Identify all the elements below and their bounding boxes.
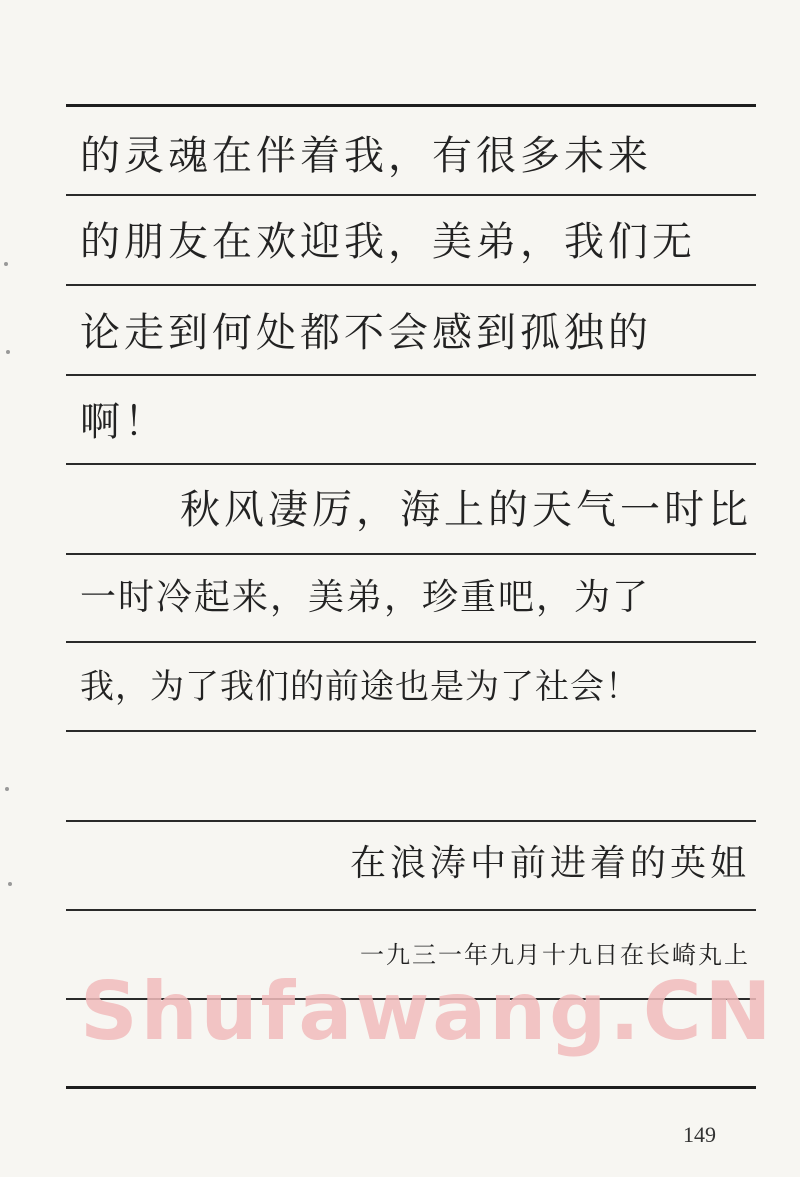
letter-line-5: 秋风凄厉，海上的天气一时比 bbox=[180, 487, 752, 533]
scan-speck bbox=[5, 787, 9, 791]
scan-speck bbox=[6, 350, 10, 354]
ruled-line bbox=[66, 463, 756, 465]
ruled-line bbox=[66, 730, 756, 732]
letter-line-4: 啊！ bbox=[80, 399, 168, 445]
letter-line-7: 我，为了我们的前途也是为了社会！ bbox=[80, 667, 640, 707]
letter-line-1: 的灵魂在伴着我，有很多未来 bbox=[80, 133, 652, 179]
scan-speck bbox=[4, 262, 8, 266]
bottom-rule bbox=[66, 1086, 756, 1089]
ruled-line bbox=[66, 374, 756, 376]
ruled-line bbox=[66, 284, 756, 286]
page-number: 149 bbox=[683, 1122, 716, 1147]
letter-line-6: 一时冷起来，美弟，珍重吧，为了 bbox=[80, 577, 651, 618]
ruled-line bbox=[66, 641, 756, 643]
date-line: 一九三一年九月十九日在长崎丸上 bbox=[360, 941, 750, 969]
ruled-line bbox=[66, 820, 756, 822]
letter-line-3: 论走到何处都不会感到孤独的 bbox=[80, 310, 652, 356]
ruled-line bbox=[66, 909, 756, 911]
ruled-line bbox=[66, 194, 756, 196]
signature-line: 在浪涛中前进着的英姐 bbox=[349, 843, 750, 884]
top-rule bbox=[66, 104, 756, 107]
ruled-line bbox=[66, 553, 756, 555]
watermark-text: Shufawang.CN bbox=[80, 965, 775, 1058]
scan-speck bbox=[8, 882, 12, 886]
letter-line-2: 的朋友在欢迎我，美弟，我们无 bbox=[80, 219, 696, 265]
